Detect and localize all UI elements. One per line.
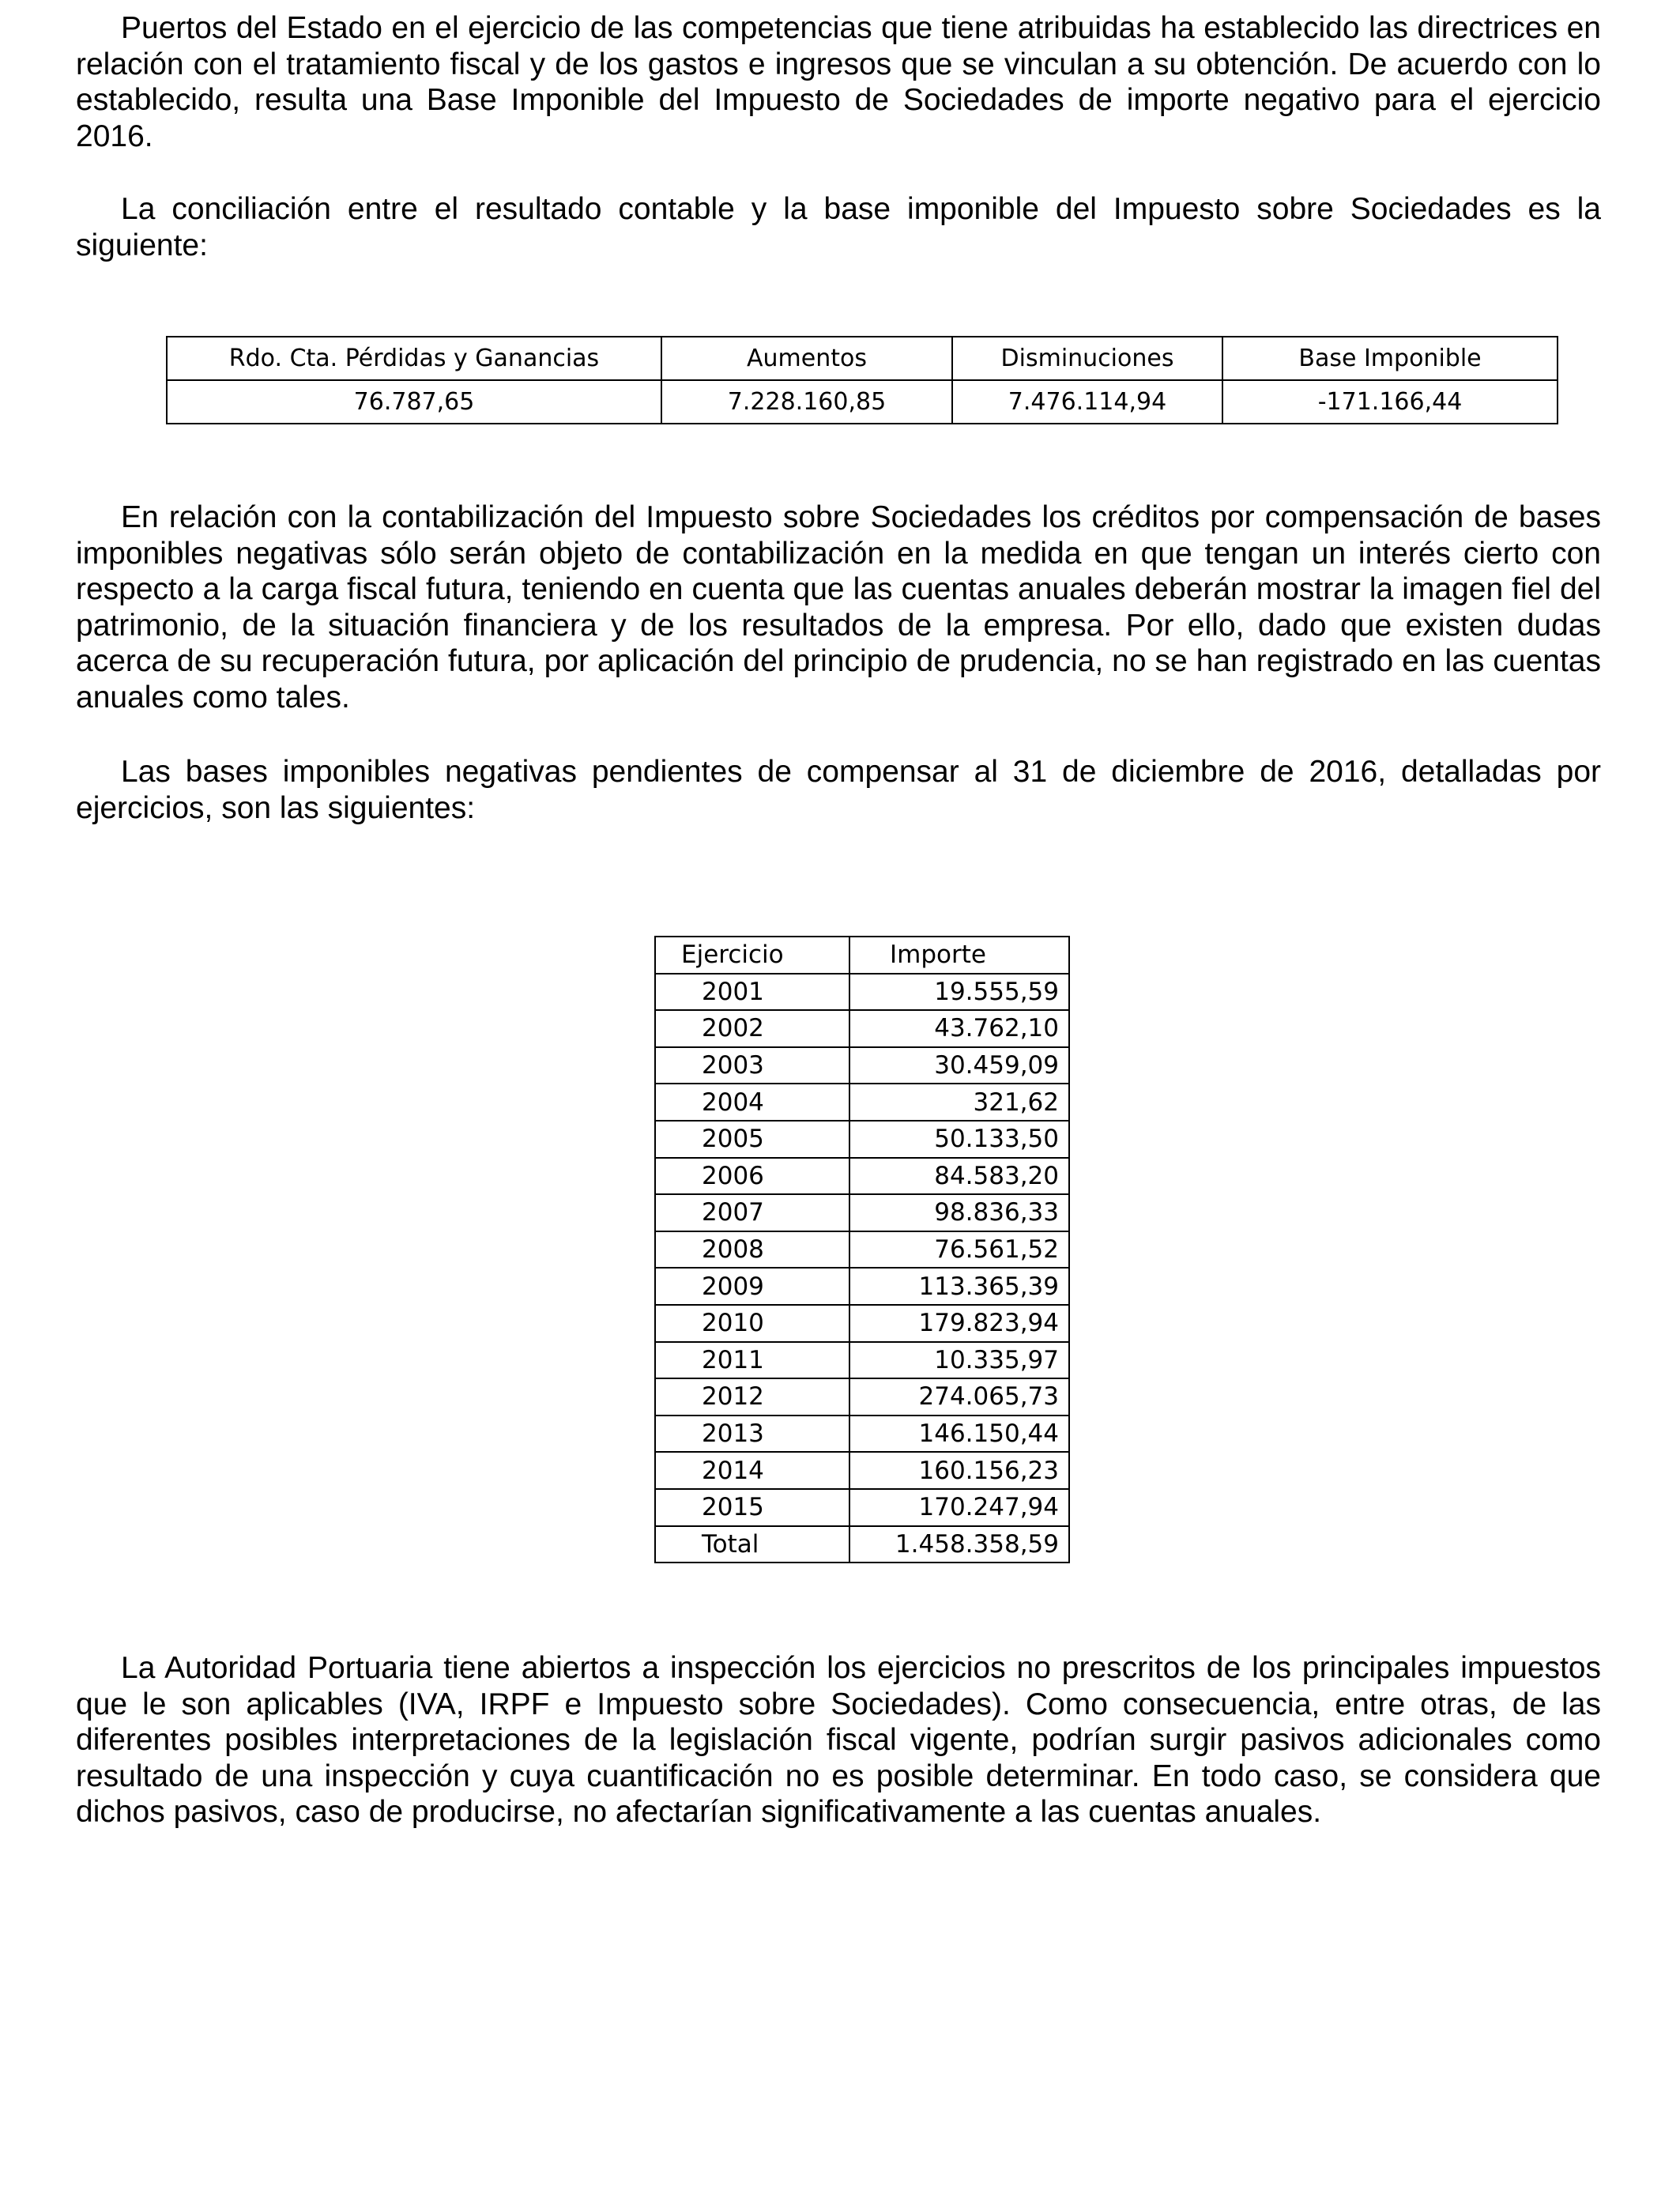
bases-year-cell: 2004 [655, 1084, 849, 1121]
conciliation-value-cell: 7.476.114,94 [952, 380, 1222, 424]
conciliation-header-row [167, 337, 1558, 380]
bases-year-cell: 2010 [655, 1305, 849, 1342]
bases-amount-cell: 179.823,94 [849, 1305, 1069, 1342]
bases-year-cell: 2013 [655, 1416, 849, 1453]
conciliation-header-cell: Disminuciones [952, 337, 1222, 380]
table-row [655, 1305, 1069, 1342]
bases-header-year: Ejercicio [655, 937, 849, 974]
bases-amount-cell: 84.583,20 [849, 1158, 1069, 1195]
conciliation-value-cell: -171.166,44 [1222, 380, 1558, 424]
table-row [655, 1489, 1069, 1526]
bases-year-cell: 2014 [655, 1452, 849, 1489]
conciliation-value-row [167, 380, 1558, 424]
bases-amount-cell: 160.156,23 [849, 1452, 1069, 1489]
bases-amount-cell: 170.247,94 [849, 1489, 1069, 1526]
bases-amount-cell: 146.150,44 [849, 1416, 1069, 1453]
paragraph-tax-credits: En relación con la contabilización del Impuesto sobre Sociedades los créditos por compensación de bases imponibles negativas sólo serán objeto de contabilización en la medida en que tengan un interés cierto con respecto a la carga fiscal futura, teniendo en cuenta que las cuentas anuales deberán mostrar la imagen fiel del patrimonio, de la situación financiera y de los resultados de la empresa. Por ello, dado que existen dudas acerca de su recuperación futura, por aplicación del principio de prudencia, no se han registrado en las cuentas anuales como tales. [76, 500, 1601, 714]
table-row [655, 1194, 1069, 1231]
bases-year-cell: 2012 [655, 1378, 849, 1416]
table-row [655, 1378, 1069, 1416]
bases-header-row [655, 937, 1069, 974]
table-row [655, 1084, 1069, 1121]
bases-year-cell: 2011 [655, 1342, 849, 1379]
conciliation-header-cell: Rdo. Cta. Pérdidas y Ganancias [167, 337, 661, 380]
paragraph-tax-directives: Puertos del Estado en el ejercicio de las competencias que tiene atribuidas ha establecido las directrices en relación con el tratamiento fiscal y de los gastos e ingresos que se vinculan a su obtención. De acuerdo con lo establecido, resulta una Base Imponible del Impuesto de Sociedades de importe negativo para el ejercicio 2016. [76, 11, 1601, 153]
negative-tax-bases-table [654, 936, 1070, 1563]
table-row [655, 1268, 1069, 1305]
table-row [655, 1526, 1069, 1563]
bases-year-cell: Total [655, 1526, 849, 1563]
bases-year-cell: 2003 [655, 1047, 849, 1084]
bases-year-cell: 2015 [655, 1489, 849, 1526]
bases-year-cell: 2007 [655, 1194, 849, 1231]
bases-amount-cell: 50.133,50 [849, 1121, 1069, 1158]
table-row [655, 1452, 1069, 1489]
table-row [655, 1010, 1069, 1047]
conciliation-value-cell: 76.787,65 [167, 380, 661, 424]
table-row [655, 974, 1069, 1011]
table-row [655, 1416, 1069, 1453]
bases-amount-cell: 274.065,73 [849, 1378, 1069, 1416]
bases-amount-cell: 1.458.358,59 [849, 1526, 1069, 1563]
paragraph-conciliation-intro: La conciliación entre el resultado contable y la base imponible del Impuesto sobre Sociedades es la siguiente: [76, 192, 1601, 262]
table-row [655, 1047, 1069, 1084]
conciliation-table [166, 336, 1558, 424]
bases-amount-cell: 76.561,52 [849, 1231, 1069, 1269]
bases-amount-cell: 30.459,09 [849, 1047, 1069, 1084]
bases-amount-cell: 43.762,10 [849, 1010, 1069, 1047]
bases-year-cell: 2001 [655, 974, 849, 1011]
conciliation-header-cell: Aumentos [661, 337, 952, 380]
conciliation-header-cell: Base Imponible [1222, 337, 1558, 380]
bases-year-cell: 2009 [655, 1268, 849, 1305]
table-row [655, 1121, 1069, 1158]
bases-amount-cell: 98.836,33 [849, 1194, 1069, 1231]
bases-amount-cell: 10.335,97 [849, 1342, 1069, 1379]
negative-tax-bases-body [655, 937, 1069, 1563]
bases-year-cell: 2005 [655, 1121, 849, 1158]
table-row [655, 1231, 1069, 1269]
paragraph-tax-inspection: La Autoridad Portuaria tiene abiertos a inspección los ejercicios no prescritos de los principales impuestos que le son aplicables (IVA, IRPF e Impuesto sobre Sociedades). Como consecuencia, entre otras, de las diferentes posibles interpretaciones de la legislación fiscal vigente, podrían surgir pasivos adicionales como resultado de una inspección y cuya cuantificación no es posible determinar. En todo caso, se considera que dichos pasivos, caso de producirse, no afectarían significativamente a las cuentas anuales. [76, 1651, 1601, 1829]
bases-year-cell: 2006 [655, 1158, 849, 1195]
bases-header-amount: Importe [849, 937, 1069, 974]
table-row [655, 1158, 1069, 1195]
conciliation-value-cell: 7.228.160,85 [661, 380, 952, 424]
table-row [655, 1342, 1069, 1379]
paragraph-pending-bases-intro: Las bases imponibles negativas pendientes de compensar al 31 de diciembre de 2016, detalladas por ejercicios, son las siguientes: [76, 755, 1601, 825]
bases-year-cell: 2002 [655, 1010, 849, 1047]
bases-amount-cell: 19.555,59 [849, 974, 1069, 1011]
bases-year-cell: 2008 [655, 1231, 849, 1269]
bases-amount-cell: 113.365,39 [849, 1268, 1069, 1305]
bases-amount-cell: 321,62 [849, 1084, 1069, 1121]
